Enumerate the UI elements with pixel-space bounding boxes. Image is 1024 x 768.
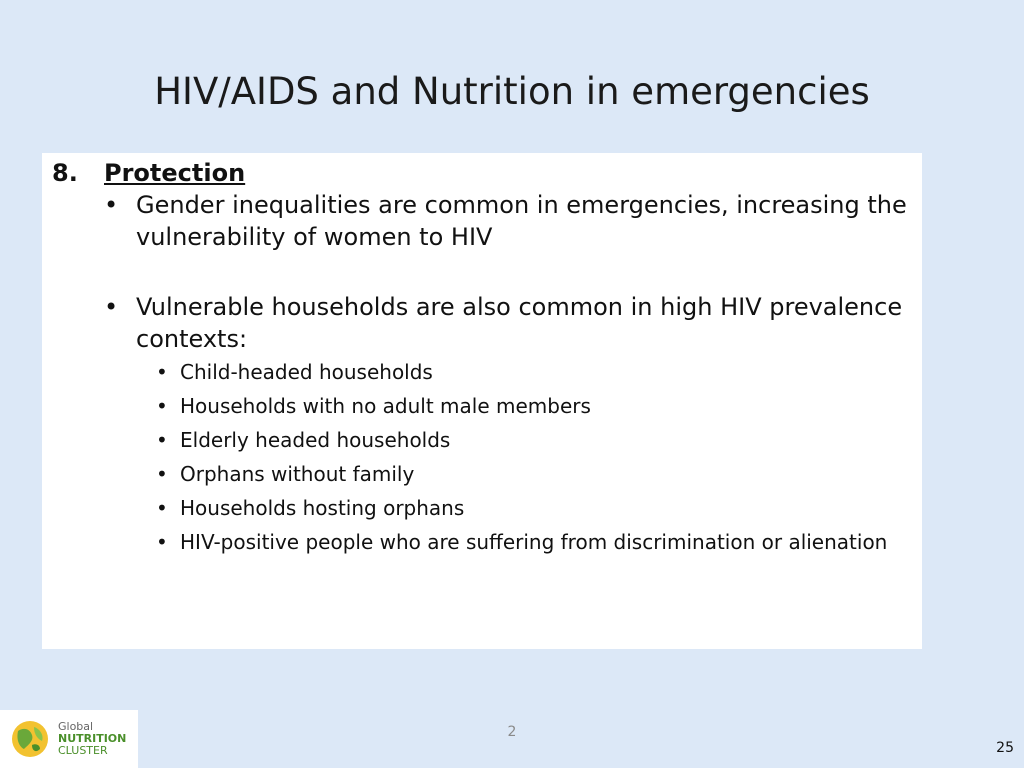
sub-bullet-item (156, 393, 912, 420)
bullet-item (104, 189, 912, 253)
section-title: Protection (104, 159, 246, 187)
bullet-icon: • (156, 496, 168, 520)
logo-line-cluster: CLUSTER (58, 744, 108, 757)
bullet-item (104, 291, 912, 355)
sub-bullet-text: Households with no adult male members (180, 394, 591, 418)
sub-bullet-text: Elderly headed households (180, 428, 451, 452)
slide-number: 25 (996, 740, 1014, 756)
sub-bullet-item (156, 461, 912, 488)
content-box (42, 153, 922, 649)
sub-bullet-text: HIV-positive people who are suffering from discrimination or alienation (180, 530, 888, 554)
sub-bullet-item (156, 529, 912, 556)
bullet-icon: • (156, 394, 168, 418)
bullet-text: Vulnerable households are also common in high HIV prevalence contexts: (136, 293, 903, 353)
section-heading (52, 157, 912, 189)
sub-bullet-text: Child-headed households (180, 360, 433, 384)
sub-bullet-item (156, 427, 912, 454)
sub-bullet-item (156, 359, 912, 386)
bullet-icon: • (156, 462, 168, 486)
logo-line-nutrition: NUTRITION (58, 732, 127, 745)
bullet-icon: • (156, 530, 168, 554)
section-number: 8. (52, 159, 78, 187)
sub-bullet-list (156, 359, 912, 556)
sub-bullet-text: Households hosting orphans (180, 496, 465, 520)
bullet-text: Gender inequalities are common in emergencies, increasing the vulnerability of women to HIV (136, 191, 907, 251)
sub-bullet-item (156, 495, 912, 522)
bullet-icon: • (156, 360, 168, 384)
logo-line-global: Global (58, 720, 94, 733)
slide-title: HIV/AIDS and Nutrition in emergencies (154, 70, 870, 113)
sub-bullet-text: Orphans without family (180, 462, 415, 486)
footer-page-number: 2 (507, 724, 517, 740)
bullet-icon: • (156, 428, 168, 452)
bullet-icon: • (104, 191, 119, 219)
bullet-icon: • (104, 293, 119, 321)
